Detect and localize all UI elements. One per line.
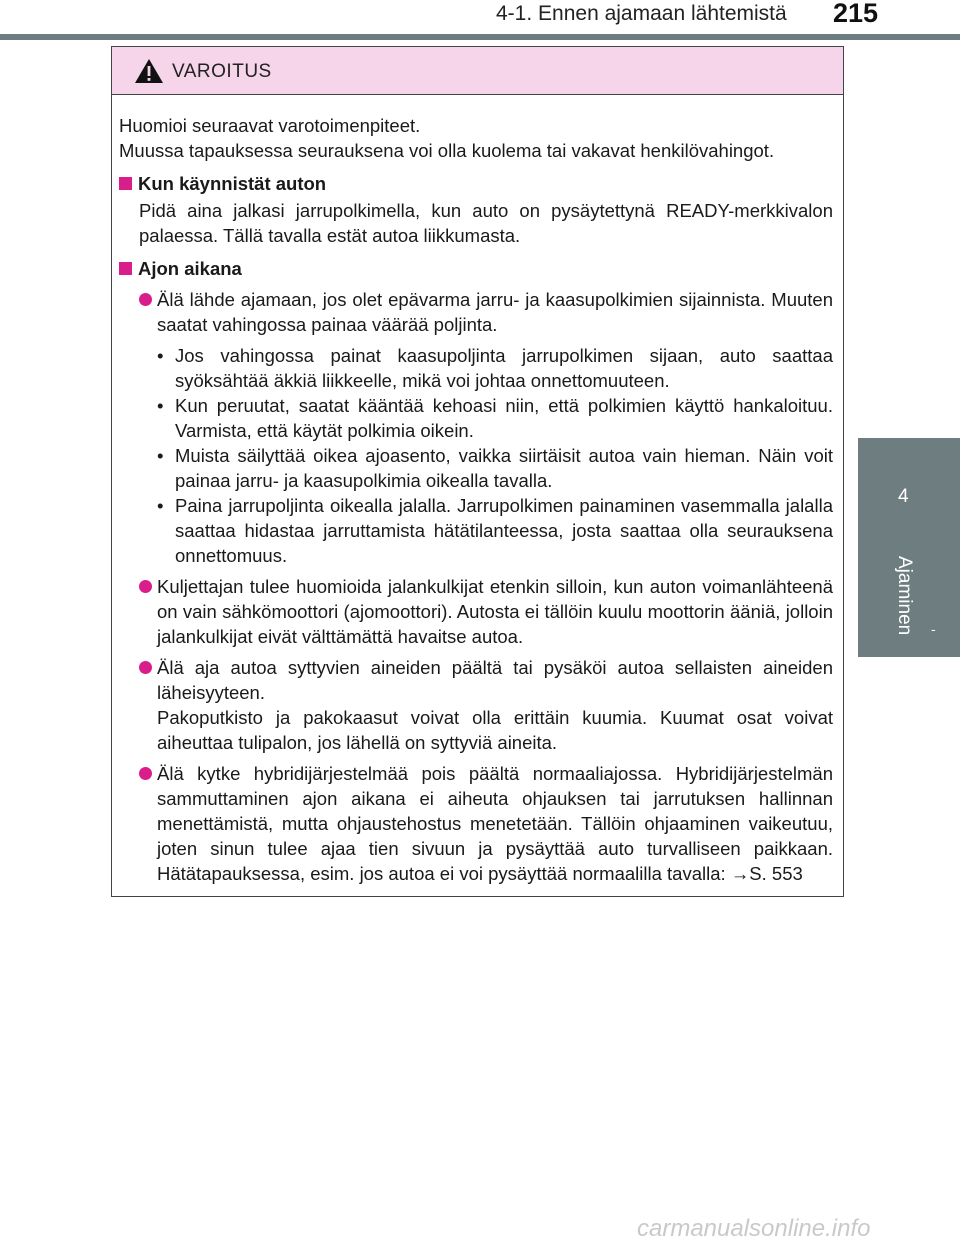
sub-list — [157, 343, 833, 568]
page-number: 215 — [833, 0, 879, 28]
section-heading-text: Kun käynnistät auton — [138, 173, 327, 194]
chapter-number: 4 — [898, 486, 909, 507]
sub-list-item-text: Kun peruutat, saatat kääntää kehoasi niin, että polkimien käyttö hankaloituu. Varmista, että käytät polkimia oikein. — [175, 395, 833, 441]
warning-header — [112, 47, 843, 95]
list-item-text: Älä kytke hybridijärjestelmää pois päältä normaaliajossa. Hybridijärjestelmän sammuttaminen ajon aikana ei aiheuta ohjauksen tai jarrutuksen hallinnan menettämistä, mutta ohjaustehostus menetetään. Tällöin ohjaaminen vaikeutuu, joten sinun tulee ajaa tien sivuun ja pysäyttää auto turvalliseen paikkaan. Hätätapauksessa, esim. jos autoa ei voi pysäyttää normaalilla tavalla: →S. 553 — [157, 763, 833, 884]
sub-list-item — [157, 493, 833, 568]
intro-line-1: Huomioi seuraavat varotoimenpiteet. — [119, 115, 421, 136]
section-text: Pidä aina jalkasi jarrupolkimella, kun auto on pysäytettynä READY-merkkivalon palaessa. Tällä tavalla estät autoa liikkumasta. — [139, 200, 833, 246]
list-item-text: Pakoputkisto ja pakokaasut voivat olla erittäin kuumia. Kuumat osat voivat aiheuttaa tulipalon, jos lähellä on syttyviä aineita. — [157, 707, 833, 753]
section-heading-start — [119, 171, 833, 196]
warning-box — [111, 46, 844, 897]
warning-triangle-icon — [134, 58, 164, 89]
sub-list-item-text: Muista säilyttää oikea ajoasento, vaikka siirtäisit autoa vain hieman. Näin voit painaa jarru- ja kaasupolkimia oikealla tavalla. — [175, 445, 833, 491]
chapter-label: Ajaminen — [894, 556, 915, 636]
section-heading-text: Ajon aikana — [138, 258, 242, 279]
chapter-tick: - — [931, 621, 936, 637]
list-item — [119, 574, 833, 649]
dot-bullet-icon — [139, 580, 152, 593]
sub-bullet: • — [157, 495, 164, 516]
sub-list-item — [157, 343, 833, 393]
watermark-link[interactable]: carmanualsonline.info — [637, 1215, 871, 1242]
dot-bullet-icon — [139, 767, 152, 780]
dot-bullet-icon — [139, 293, 152, 306]
sub-list-item-text: Jos vahingossa painat kaasupoljinta jarrupolkimen sijaan, auto saattaa syöksähtää äkkiä liikkeelle, mikä voi johtaa onnettomuuteen. — [175, 345, 833, 391]
warning-body — [119, 113, 833, 892]
sub-list-item — [157, 393, 833, 443]
intro-line-2: Muussa tapauksessa seurauksena voi olla kuolema tai vakavat henkilövahingot. — [119, 140, 775, 161]
list-item — [119, 655, 833, 755]
sub-bullet: • — [157, 345, 164, 366]
list-item-text: Älä lähde ajamaan, jos olet epävarma jarru- ja kaasupolkimien sijainnista. Muuten saatat vahingossa painaa väärää poljinta. — [157, 289, 833, 335]
section-title: 4-1. Ennen ajamaan lähtemistä — [496, 2, 787, 25]
square-bullet-icon — [119, 177, 132, 190]
sub-bullet: • — [157, 445, 164, 466]
list-item — [119, 761, 833, 886]
sub-bullet: • — [157, 395, 164, 416]
dot-bullet-icon — [139, 661, 152, 674]
section-heading-driving — [119, 256, 833, 281]
square-bullet-icon — [119, 262, 132, 275]
header-rule — [0, 34, 960, 40]
sub-list-item-text: Paina jarrupoljinta oikealla jalalla. Jarrupolkimen painaminen vasemmalla jalalla saattaa hidastaa jarruttamista hätätilanteessa, josta saattaa olla seurauksena onnettomuus. — [175, 495, 833, 566]
list-item — [119, 287, 833, 337]
list-item-text: Älä aja autoa syttyvien aineiden päältä tai pysäköi autoa sellaisten aineiden läheisyyteen. — [157, 657, 833, 703]
sub-list-item — [157, 443, 833, 493]
warning-label: VAROITUS — [172, 61, 272, 82]
list-item-text: Kuljettajan tulee huomioida jalankulkijat etenkin silloin, kun auton voimanlähteenä on vain sähkömoottori (ajomoottori). Autosta ei tällöin kuulu moottorin ääniä, jolloin jalankulkijat eivät välttämättä havaitse autoa. — [157, 576, 833, 647]
